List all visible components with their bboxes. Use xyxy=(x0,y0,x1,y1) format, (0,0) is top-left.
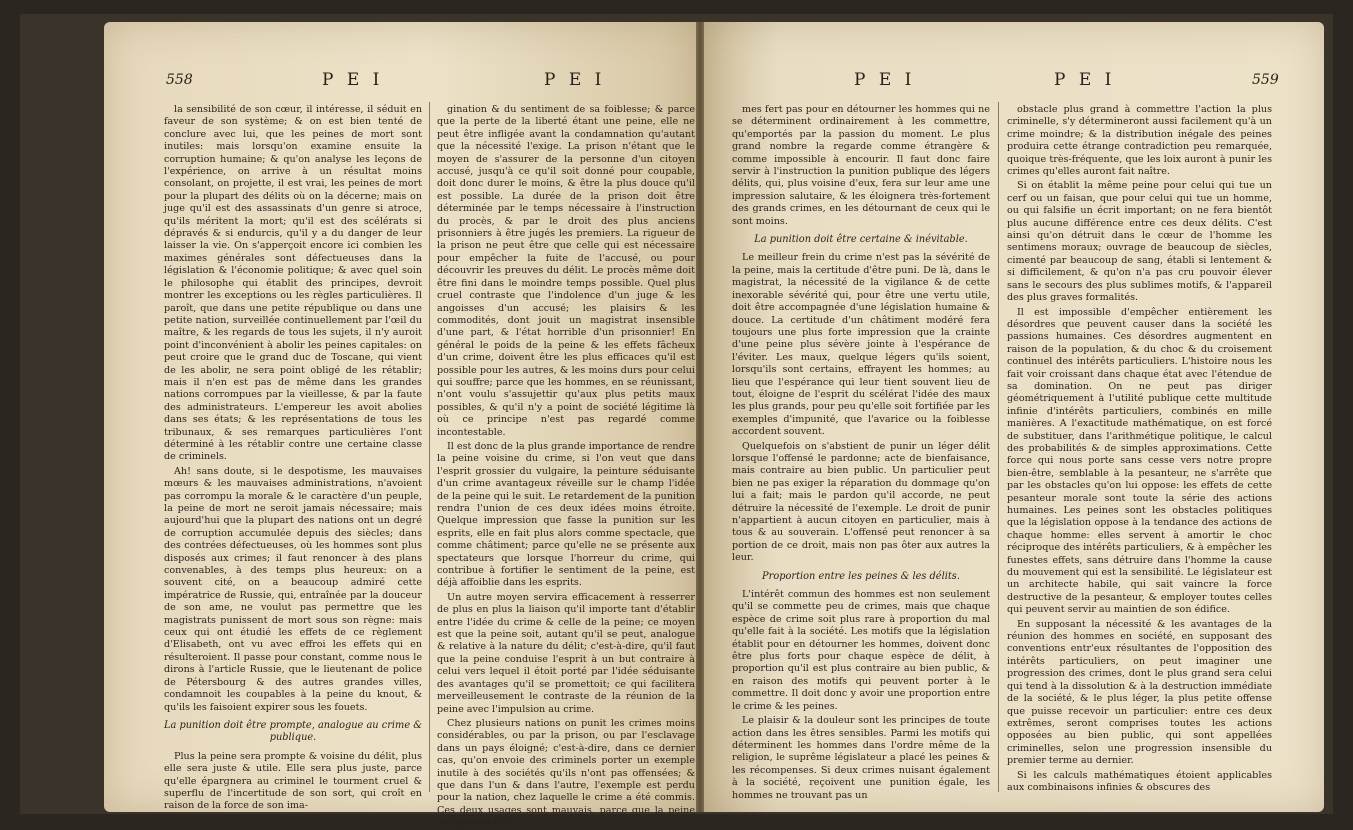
left-page-header xyxy=(104,70,696,92)
column-rule xyxy=(998,102,999,792)
paragraph: gination & du sentiment de sa foiblesse; & parce que la perte de la liberté étant une peine, elle ne peut être infligée avant la condamnation qu'autant que la nécessité l'exige. La prison n'étant que le moyen de s'assurer de la personne d'un citoyen accusé, jusqu'à ce qu'il soit donné pour coupable, doit donc durer le moins, & être la plus douce qu'il est possible. La durée de la prison doit être déterminée par le temps nécessaire à l'instruction du procès, & par le droit des plus anciens prisonniers à être jugés les premiers. La rigueur de la prison ne peut être que celle qui est nécessaire pour empêcher la fuite de l'accusé, ou pour découvrir les preuves du délit. Le procès même doit être fini dans le moindre temps possible. Quel plus cruel contraste que l'indolence d'un juge & les angoisses d'un accusé; les plaisirs & les commodités, dont jouit un magistrat insensible d'une part, & l'état horrible d'un prisonnier! En général le poids de la peine & les effets fâcheux d'un crime, doivent être les plus efficaces qu'il est possible pour les autres, & les moins durs pour celui qui souffre; parce que les hommes, en se réunissant, n'ont voulu s'assujettir qu'aux plus petits maux possibles, & qu'il n'y a point de société légitime là où ce principe n'est pas regardé comme incontestable. xyxy=(437,104,695,438)
page-number: 558 xyxy=(166,72,193,88)
paragraph: Chez plusieurs nations on punit les crimes moins considérables, ou par la prison, ou par l'esclavage dans un pays éloigné; c'est-à-dire, dans ce dernier cas, qu'on envoie des criminels porter un exemple inutile à des sociétés qu'ils n'ont pas offensées; & que dans l'un & dans l'autre, l'exemple est perdu pour la nation, chez laquelle le crime a été commis. Ces deux usages sont mauvais, parce que la peine des grands cri- xyxy=(437,717,695,829)
text-column-4 xyxy=(1007,104,1272,793)
paragraph: Si les calculs mathématiques étoient applicables aux combinaisons infinies & obscures des xyxy=(1007,769,1272,793)
paragraph: la sensibilité de son cœur, il intéresse, il séduit en faveur de son système; & on est bien tenté de conclure avec lui, que les peines de mort sont inutiles: mais lorsqu'on examine ensuite la corruption humaine; & qu'on analyse les leçons de l'expérience, on arrive à un résultat moins consolant, on projette, il est vrai, les peines de mort pour la plupart des délits où on la décerne; mais on juge qu'il est des assassinats d'un genre si atroce, qu'ils méritent la mort; qu'il est des scélérats si dépravés & si endurcis, qu'il y a du danger de leur laisser la vie. On s'apperçoit encore ici combien les maximes générales sont défectueuses dans la législation & l'économie politique; & avec quel soin le philosophe qui établit des principes, devroit montrer les exceptions ou les règles particulières. Il paroît, que dans une petite république ou dans une petite nation, surveillée continuellement par l'œil du maître, & les regards de tous les sujets, il n'y auroit point d'inconvénient à abolir les peines capitales: on peut croire que le grand duc de Toscane, qui vient de les abolir, ne sera point obligé de les rétablir; mais il n'en est pas de même dans les grandes nations corrompues par la vieillesse, & par la faute des administrateurs. L'empereur les avoit abolies dans ses états; & les représentations de tous les tribunaux, & ses remarques particulières l'ont déterminé à les rétablir contre une certaine classe de criminels. xyxy=(164,104,422,463)
right-page xyxy=(704,22,1324,812)
section-heading: La punition doit être prompte, analogue au crime & publique. xyxy=(164,719,422,744)
paragraph: L'intérêt commun des hommes est non seulement qu'il se commette peu de crimes, mais que chaque espèce de crime soit plus rare à proportion du mal qu'elle fait à la société. Les motifs que la législation établit pour en détourner les hommes, doivent donc être plus forts pour chaque espèce de délit, à proportion qu'il est plus contraire au bien public, & en raison des motifs qui peuvent porter à le commettre. Il doit donc y avoir une proportion entre le crime & les peines. xyxy=(732,589,990,712)
paragraph: mes fert pas pour en détourner les hommes qui ne se déterminent ordinairement à les commettre, qu'emportés par la passion du moment. Le plus grand nombre la regarde comme étrangère & comme impossible à encourir. Il faut donc faire servir à l'instruction la punition publique des légers délits, qui, plus voisine d'eux, fera sur leur ame une impression salutaire, & les éloignera très-fortement des grands crimes, en les détournant de ceux qui le sont moins. xyxy=(732,104,990,227)
paragraph: En supposant la nécessité & les avantages de la réunion des hommes en société, en supposant des conventions entr'eux résultantes de l'opposition des intérêts particuliers, on peut imaginer une progression des crimes, dont le plus grand sera celui qui tend à la dissolution & à la destruction immédiate de la société, & le plus léger, la plus petite offense que puisse recevoir un particulier: entre ces deux extrêmes, seront comprises toutes les actions opposées au bien public, qui sont appellées criminelles, selon une progression insensible du premier terme au dernier. xyxy=(1007,618,1272,767)
running-head: P E I xyxy=(1054,70,1116,90)
paragraph: Quelquefois on s'abstient de punir un léger délit lorsque l'offensé le pardonne; acte de bienfaisance, mais contraire au bien public. Un particulier peut bien ne pas exiger la réparation du dommage qu'on lui a fait; mais le pardon qu'il accorde, ne peut détruire la nécessité de l'exemple. Le droit de punir n'appartient à aucun citoyen en particulier, mais à tous & au souverain. L'offensé peut renoncer à sa portion de ce droit, mais non pas ôter aux autres la leur. xyxy=(732,440,990,564)
section-heading: La punition doit être certaine & inévitable. xyxy=(754,234,968,246)
paragraph: Il est donc de la plus grande importance de rendre la peine voisine du crime, si l'on veut que dans l'esprit grossier du vulgaire, la peinture séduisante d'un crime avantageux réveille sur le champ l'idée de la peine qui le suit. Le retardement de la punition rendra l'union de ces deux idées moins étroite. Quelque impression que fasse la punition sur les esprits, elle en fait plus alors comme spectacle, que comme châtiment; parce qu'elle ne se présente aux spectateurs que lorsque l'horreur du crime, qui contribue à fortifier le sentiment de la peine, est déjà affoiblie dans les esprits. xyxy=(437,440,695,589)
book-spread xyxy=(20,14,1333,829)
paragraph: Si on établit la même peine pour celui qui tue un cerf ou un faisan, que pour celui qui tue un homme, ou qui falsifie un écrit important; on ne fera bientôt plus aucune différence entre ces deux délits. C'est ainsi qu'on détruit dans le cœur de l'homme les sentimens moraux; ouvrage de beaucoup de siècles, cimenté par beaucoup de sang, établi si lentement & si difficilement, & qu'on n'a pas cru pouvoir élever sans le secours des plus sublimes motifs, & l'appareil des plus graves formalités. xyxy=(1007,180,1272,304)
text-column-1 xyxy=(164,104,422,812)
paragraph: Le plaisir & la douleur sont les principes de toute action dans les êtres sensibles. Parmi les motifs qui déterminent les hommes dans l'ordre même de la religion, le suprême législateur a placé les peines & les récompenses. Si deux crimes nuisant également à la société, reçoivent une punition égale, les hommes ne trouvant pas un xyxy=(732,715,990,801)
paragraph: Plus la peine sera prompte & voisine du délit, plus elle sera juste & utile. Elle sera plus juste, parce qu'elle épargnera au criminel le tourment cruel & superflu de l'incertitude de son sort, qui croît en raison de la force de son ima- xyxy=(164,750,422,812)
right-page-header xyxy=(704,70,1324,92)
paragraph: Il est impossible d'empêcher entièrement les désordres que peuvent causer dans la société les passions humaines. Ces désordres augmentent en raison de la population, & du choc & du croisement continuel des intérêts particuliers. L'histoire nous les fait voir croissant dans chaque état avec l'étendue de sa domination. On ne peut pas diriger géométriquement à l'utilité publique cette multitude infinie d'intérêts particuliers, combinés en mille manières. A l'exactitude mathématique, on est forcé de substituer, dans l'arithmétique politique, le calcul des probabilités & de simples approximations. Cette force qui nous porte sans cesse vers notre propre bien-être, semblable à la pesanteur, ne s'arrête que par les obstacles qu'on lui oppose: les effets de cette pesanteur morale sont toute la série des actions humaines. Les peines sont les obstacles politiques que la législation oppose à la tendance des actions de chaque homme: elles servent à amortir le choc réciproque des intérêts particuliers, & à empêcher les funestes effets, sans détruire dans l'homme la cause du mouvement qui est la sensibilité. Le législateur est un architecte habile, qui sait vaincre la force destructive de la pesanteur, & employer toutes celles qui peuvent servir au maintien de son édifice. xyxy=(1007,306,1272,616)
paragraph: Un autre moyen servira efficacement à resserrer de plus en plus la liaison qu'il importe tant d'établir entre l'idée du crime & celle de la peine; ce moyen est que la peine soit, autant qu'il se peut, analogue & relative à la nature du délit; c'est-à-dire, qu'il faut que la peine conduise l'esprit à un but contraire à celui vers lequel il étoit porté par l'idée séduisante des avantages qu'il se promettoit; ce qui facilitera merveilleusement le contraste de la réunion de la peine avec l'impulsion au crime. xyxy=(437,591,695,715)
section-heading: Proportion entre les peines & les délits. xyxy=(762,570,960,582)
running-head: P E I xyxy=(854,70,916,90)
running-head: P E I xyxy=(544,70,606,90)
paragraph: Ah! sans doute, si le despotisme, les mauvaises mœurs & les mauvaises administrations, n'avoient pas corrompu la morale & le caractère d'un peuple, la peine de mort ne seroit jamais nécessaire; mais aujourd'hui que la plupart des nations ont un degré de corruption accumulée depuis des siècles; dans des contrées défectueuses, où les hommes sont plus disposés aux crimes; il faut renoncer à des plans convenables, à des temps plus heureux: on a souvent cité, on a beaucoup admiré cette impératrice de Russie, qui, entraînée par la douceur de son ame, ne voulut pas permettre que les magistrats punissent de mort sous son règne: mais ceux qui ont étudié les effets de ce règlement d'Elisabeth, ont vu avec effroi les effets qui en résulteroient. Il passe pour constant, comme nous le dirons à l'article Russie, que le lieutenant de police de Pétersbourg & des autres grandes villes, condamnoit les coupables à la peine du knout, & qu'ils les faisoient expirer sous les fouets. xyxy=(164,465,422,713)
text-column-2 xyxy=(437,104,695,829)
page-number: 559 xyxy=(1252,72,1279,88)
left-page xyxy=(104,22,696,829)
column-rule xyxy=(429,102,430,792)
paragraph: Le meilleur frein du crime n'est pas la sévérité de la peine, mais la certitude d'être puni. De là, dans le magistrat, la nécessité de la vigilance & de cette inexorable sévérité qui, pour être une vertu utile, doit être accompagnée d'une législation humaine & douce. La certitude d'un châtiment modéré fera toujours une plus forte impression que la crainte d'une peine plus sévère jointe à l'espérance de l'éviter. Les maux, quelque légers qu'ils soient, lorsqu'ils sont certains, effrayent les hommes; au lieu que l'espérance qui leur tient souvent lieu de tout, éloigne de l'esprit du scélérat l'idée des maux les plus grands, pour peu qu'elle soit fortifiée par les exemples d'impunité, que l'avarice ou la foiblesse accordent souvent. xyxy=(732,252,990,438)
paragraph: obstacle plus grand à commettre l'action la plus criminelle, s'y détermineront aussi facilement qu'à un crime moindre; & la distribution inégale des peines produira cette étrange contradiction peu remarquée, quoique très-fréquente, que les loix auront à punir les crimes qu'elles auront fait naître. xyxy=(1007,104,1272,178)
running-head: P E I xyxy=(322,70,384,90)
text-column-3 xyxy=(732,104,990,801)
